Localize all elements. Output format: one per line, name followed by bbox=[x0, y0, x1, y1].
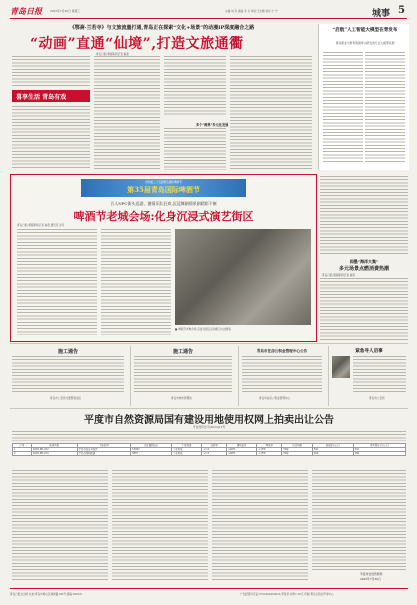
col-header: 容积率 bbox=[202, 444, 227, 448]
lead-headline: “动画”直通“仙境”,打造文旅通衢 bbox=[30, 36, 244, 52]
right-col-byline: 青岛日报/观海新闻记者 崔燕 bbox=[322, 274, 355, 277]
right-col-body bbox=[320, 278, 408, 340]
notice-4-body bbox=[353, 356, 406, 394]
side-block-body-2 bbox=[365, 52, 405, 164]
table-cell: 平度市经济开发区 bbox=[77, 448, 131, 452]
lead-subhead: 多个“跨界”多元化发展 bbox=[196, 123, 229, 127]
table-cell: 50年 bbox=[282, 452, 312, 456]
auction-table bbox=[12, 443, 406, 456]
page-number: 5 bbox=[398, 5, 405, 16]
auction-sign: 平度市自然资源局 bbox=[360, 572, 383, 576]
notice-2-sign: 青岛市城市管理局 bbox=[171, 397, 192, 400]
col-header: 绿地率 bbox=[257, 444, 282, 448]
notice-1 bbox=[10, 346, 126, 406]
auction-date: 2025年7月30日 bbox=[360, 577, 381, 581]
beer-banner-main: 第35届青岛国际啤酒节 bbox=[127, 185, 200, 194]
table-cell: 541 bbox=[312, 448, 353, 452]
table-cell: ≥40% bbox=[226, 448, 256, 452]
notice-3-sign: 青岛市住房公积金管理中心 bbox=[259, 397, 291, 400]
auction-intro bbox=[12, 431, 406, 441]
lead-body-col4 bbox=[164, 128, 226, 170]
notice-4-title: 紧急寻人启事 bbox=[355, 349, 383, 354]
newspaper-logo: 青岛日报 bbox=[10, 6, 42, 16]
notice-3-body bbox=[242, 356, 322, 394]
table-cell: 1 bbox=[13, 448, 32, 452]
beer-subtitle: 百人NPC街头巡游、激情乐队狂欢,沉浸舞剧情景剧精彩不断 bbox=[110, 201, 217, 206]
col-header: 出让面积(㎡) bbox=[131, 444, 172, 448]
table-cell: 2025-PD-012 bbox=[31, 448, 77, 452]
beer-byline: 青岛日报/观海新闻记者 崔燕 通讯员 彭月 bbox=[17, 224, 65, 227]
table-cell: ≤15% bbox=[257, 448, 282, 452]
beer-banner bbox=[81, 179, 246, 197]
footer-left: 青岛日报社出版 社址:青岛市崂山区株洲路190号 邮编:266101 bbox=[10, 593, 83, 596]
col-header: 地块名称 bbox=[31, 444, 77, 448]
side-block-headline: “启航”人工智能大模型在青发布 bbox=[332, 28, 398, 33]
table-cell: 50年 bbox=[282, 448, 312, 452]
lead-intro-text bbox=[12, 56, 90, 88]
masthead bbox=[10, 6, 407, 19]
auction-headline: 平度市自然资源局国有建设用地使用权网上拍卖出让公告 bbox=[84, 415, 334, 426]
table-cell: ≥1.0 bbox=[202, 448, 227, 452]
table-cell: 18052 bbox=[131, 448, 172, 452]
section-meta: 主编:刘 丹 美编:戈 戈 审读:王志刚 校对:卞 宁 bbox=[225, 10, 278, 13]
notice-4 bbox=[328, 346, 409, 406]
beer-street-photo bbox=[175, 229, 311, 325]
beer-body-col1 bbox=[17, 229, 97, 335]
auction-body-col2 bbox=[112, 470, 208, 582]
table-cell: 工业用地 bbox=[171, 452, 201, 456]
table-cell: 2025-PD-013 bbox=[31, 452, 77, 456]
notice-2-title: 施工通告 bbox=[172, 349, 193, 355]
lead-body-col2 bbox=[94, 56, 160, 170]
notice-2 bbox=[130, 346, 235, 406]
notice-1-body bbox=[12, 356, 124, 394]
auction-top-rule bbox=[10, 408, 408, 409]
table-cell: ≥1.0 bbox=[202, 452, 227, 456]
notice-1-sign: 青岛市公安局交通警察支队 bbox=[50, 397, 82, 400]
auction-body-col1 bbox=[12, 470, 108, 582]
table-cell: 9867 bbox=[131, 452, 172, 456]
table-cell: 工业用地 bbox=[171, 448, 201, 452]
section-name: 城事 bbox=[372, 9, 391, 19]
notice-2-body bbox=[134, 356, 232, 394]
table-cell: 296 bbox=[353, 452, 405, 456]
lead-body-col1 bbox=[12, 106, 90, 170]
notice-1-title: 施工通告 bbox=[57, 349, 78, 355]
side-block-subhead: 青岛职业与教育集团牵头研发的专业大模型亮相 bbox=[335, 41, 395, 45]
footer-right: 广告经营许可证:3702004000026 零售价:每份1.50元 印刷:青岛日报社印务中心 bbox=[240, 593, 334, 596]
col-header: 土地用途 bbox=[171, 444, 201, 448]
missing-person-photo bbox=[332, 356, 350, 378]
beer-feature bbox=[10, 174, 317, 342]
notices-top-rule bbox=[10, 343, 408, 344]
col-header: 建筑密度 bbox=[226, 444, 256, 448]
mid-banner bbox=[12, 90, 90, 102]
right-col-top-text bbox=[320, 176, 408, 256]
right-col-headline: 多元场景点燃消费热潮 bbox=[338, 266, 389, 272]
notice-4-sign: 青岛市公安局 bbox=[369, 397, 385, 400]
table-cell: 541 bbox=[353, 448, 405, 452]
table-cell: 2 bbox=[13, 452, 32, 456]
beer-photo-caption: ■ 啤酒节老城会场 沉浸式街区活动吸引大批游客 bbox=[175, 328, 231, 331]
table-cell: ≤15% bbox=[257, 452, 282, 456]
table-cell: 296 bbox=[312, 452, 353, 456]
auction-docno: 平自然资告字[2025]12号 bbox=[192, 425, 226, 429]
lead-body-col3 bbox=[164, 56, 226, 116]
right-col-kicker: 即墨“海洋大集” bbox=[349, 259, 379, 264]
auction-body-col4 bbox=[312, 470, 406, 570]
col-header: 序号 bbox=[13, 444, 32, 448]
lead-kicker: 《鄂斋·兰若寺》与文旅流量打通,青岛正在探索“文化+场景”的动漫IP深度融合之路 bbox=[69, 25, 255, 31]
notice-3-title: 青岛市住房公积金管理中心公告 bbox=[256, 349, 308, 353]
table-row bbox=[13, 452, 406, 456]
table-cell: ≥40% bbox=[226, 452, 256, 456]
beer-headline: 啤酒节老城会场:化身沉浸式演艺街区 bbox=[73, 210, 254, 223]
footer bbox=[10, 588, 408, 599]
col-header: 起始价(万元) bbox=[312, 444, 353, 448]
lead-body-col5 bbox=[230, 56, 312, 170]
date-line: 2025年7月30日 星期三 bbox=[50, 9, 81, 13]
side-block-body bbox=[323, 52, 363, 164]
table-cell: 平度市同和街道 bbox=[77, 452, 131, 456]
col-header: 土地位置 bbox=[77, 444, 131, 448]
mid-banner-title: 喜享生活 青岛有戏 bbox=[16, 94, 67, 101]
side-block bbox=[318, 24, 409, 170]
lead-byline: 青岛日报/观海新闻记者 崔燕 bbox=[96, 53, 129, 56]
notice-3 bbox=[238, 346, 325, 406]
col-header: 竞买保证金(万元) bbox=[353, 444, 405, 448]
beer-body-col2 bbox=[101, 229, 171, 335]
beer-banner-top: 缤纷第三十五届青岛国际啤酒节 bbox=[145, 181, 182, 184]
auction-body-col3 bbox=[212, 470, 308, 582]
col-header: 出让年限 bbox=[282, 444, 312, 448]
